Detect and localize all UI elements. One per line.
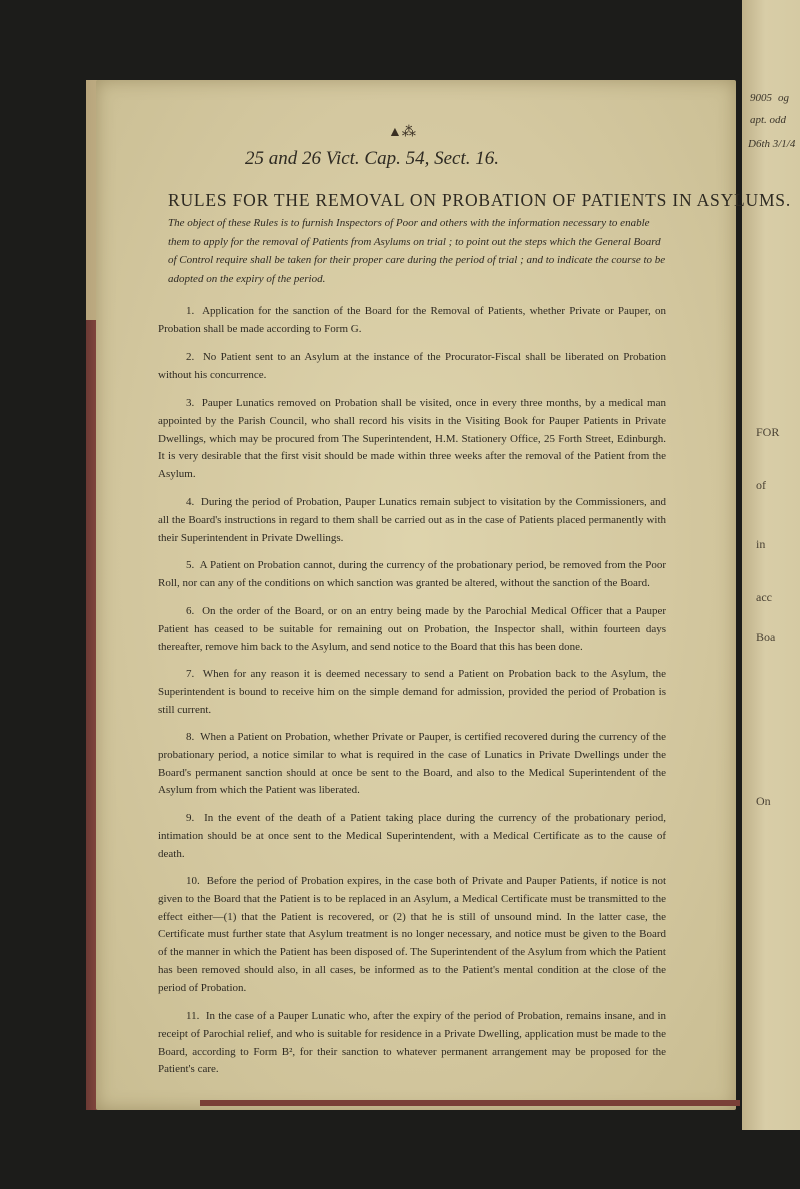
rule-number: 9. bbox=[186, 812, 195, 824]
rule-number: 8. bbox=[186, 731, 195, 743]
rule-item bbox=[158, 1008, 666, 1079]
rule-item bbox=[158, 557, 666, 593]
side-word: in bbox=[756, 537, 766, 551]
rule-text: When a Patient on Probation, whether Private or Pauper, is certified recovered during the currency of the probationary period, a notice similar to what is required in the case of Lunatics in Private Dwellings under the Board's permanent sanction should at once be sent to the Board, and also to the Medical Superintendent of the Asylum from which the Patient was liberated. bbox=[158, 731, 666, 797]
intro-paragraph: The object of these Rules is to furnish Inspectors of Poor and others with the information necessary to enable them to apply for the removal of Patients from Asylums on trial ; to point out the steps which the General Board of Control require shall be taken for their proper care during the period of trial ; and to indicate the course to be adopted on the expiry of the period. bbox=[168, 217, 666, 286]
side-word: of bbox=[756, 478, 766, 492]
handwritten-note: D6th 3/1/4 bbox=[748, 138, 796, 150]
handwritten-note: 9005 bbox=[750, 92, 772, 104]
side-word: FOR bbox=[756, 425, 780, 439]
rule-number: 4. bbox=[186, 496, 195, 508]
rule-text: Before the period of Probation expires, in the case both of Private and Pauper Patients, if notice is not given to the Board that the Patient is to be replaced in an Asylum, a Medical Certificate must be transmitted to the effect either—(1) that the Patient is recovered, or (2) that he is still of unsound mind. In the latter case, the Certificate must further state that Asylum treatment is no longer necessary, and notice must be given to the Board of the manner in which the Patient has been disposed of. The Superintendent of the Asylum from which the Patient has been removed should also, in all cases, be informed as to the Patient's mental condition at the close of the period of Probation. bbox=[158, 875, 667, 994]
side-word: Boa bbox=[756, 630, 776, 644]
rule-number: 11. bbox=[186, 1010, 200, 1022]
handwritten-note: apt. odd bbox=[750, 114, 787, 126]
rule-number: 1. bbox=[186, 305, 195, 317]
side-word: On bbox=[756, 794, 771, 808]
rule-text: No Patient sent to an Asylum at the instance of the Procurator-Fiscal shall be liberated on Probation without his concurrence. bbox=[158, 351, 666, 381]
rule-text: In the event of the death of a Patient taking place during the currency of the probationary period, intimation should be at once sent to the Medical Superintendent, with a Medical Certificate as to the cause of death. bbox=[158, 812, 666, 860]
rule-item bbox=[158, 494, 666, 547]
rule-text: During the period of Probation, Pauper Lunatics remain subject to visitation by the Commissioners, and all the Board's instructions in regard to them shall be carried out as in the case of Patients placed permanently with their Superintendent in Private Dwellings. bbox=[158, 496, 666, 544]
rule-item bbox=[158, 395, 666, 484]
rule-text: A Patient on Probation cannot, during the currency of the probationary period, be removed from the Poor Roll, nor can any of the conditions on which sanction was granted be altered, without the sanction of the Board. bbox=[158, 559, 666, 589]
rule-text: In the case of a Pauper Lunatic who, after the expiry of the period of Probation, remains insane, and in receipt of Parochial relief, and who is suitable for residence in a Private Dwelling, application must be made to the Board, according to Form B², for their sanction to whatever permanent arrangement may be proposed for the Patient's care. bbox=[158, 1010, 666, 1076]
rule-text: Application for the sanction of the Board for the Removal of Patients, whether Private or Pauper, on Probation shall be made according to Form G. bbox=[158, 305, 666, 335]
rule-item bbox=[158, 349, 666, 385]
page-edge bbox=[200, 1100, 740, 1106]
rule-item bbox=[158, 873, 666, 998]
rule-item bbox=[158, 666, 666, 719]
rule-text: When for any reason it is deemed necessary to send a Patient on Probation back to the Asylum, the Superintendent is bound to receive him on the simple demand for admission, provided the period of Probation is still current. bbox=[158, 668, 666, 716]
rule-item bbox=[158, 729, 666, 800]
rule-number: 2. bbox=[186, 351, 195, 363]
rule-item bbox=[158, 303, 666, 339]
adjacent-page bbox=[742, 0, 800, 1130]
rule-number: 6. bbox=[186, 605, 195, 617]
rule-item bbox=[158, 810, 666, 863]
act-reference: 25 and 26 Vict. Cap. 54, Sect. 16. bbox=[245, 148, 500, 169]
rule-number: 7. bbox=[186, 668, 195, 680]
rule-text: On the order of the Board, or on an entry being made by the Parochial Medical Officer that a Pauper Patient has ceased to be suitable for remaining out on Probation, the Inspector shall, within fourteen days thereafter, remove him back to the Asylum, and send notice to the Board that this has been done. bbox=[158, 605, 666, 653]
side-word: acc bbox=[756, 590, 772, 604]
rule-item bbox=[158, 603, 666, 656]
rule-number: 3. bbox=[186, 397, 195, 409]
rule-number: 10. bbox=[186, 875, 200, 887]
printer-ornament-icon: ▲⁂ bbox=[388, 125, 416, 140]
page-title: RULES FOR THE REMOVAL ON PROBATION OF PATIENTS IN ASYLUMS. bbox=[168, 190, 792, 210]
handwritten-note: og bbox=[778, 92, 789, 104]
rule-number: 5. bbox=[186, 559, 195, 571]
rule-text: Pauper Lunatics removed on Probation shall be visited, once in every three months, by a medical man appointed by the Parish Council, who shall record his visits in the Visiting Book for Pauper Patients in Private Dwellings, which may be procured from The Superintendent, H.M. Stationery Office, 25 Forth Street, Edinburgh. It is very desirable that the first visit should be made within three weeks after the removal of the Patient from the Asylum. bbox=[158, 397, 667, 481]
